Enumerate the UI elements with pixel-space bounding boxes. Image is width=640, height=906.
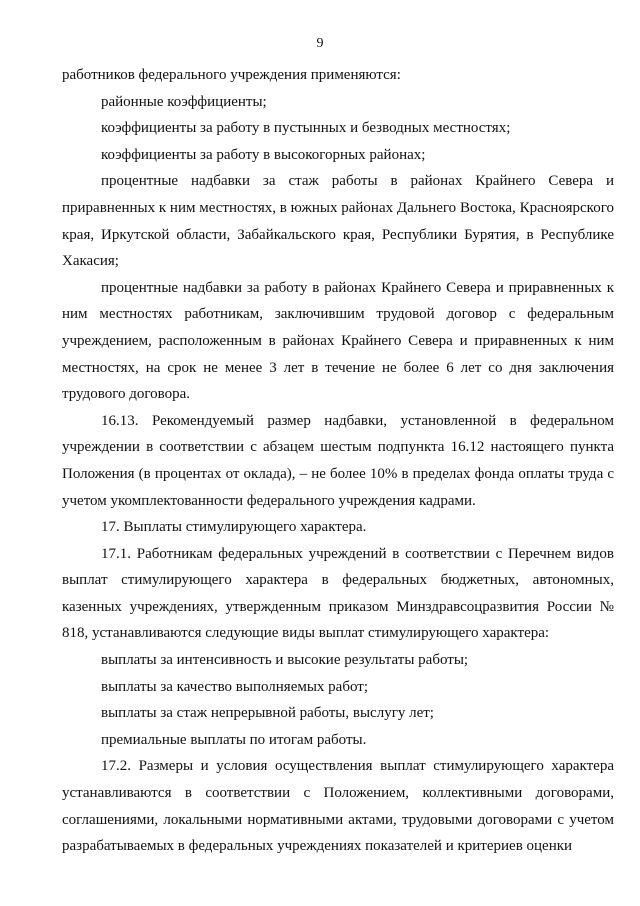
list-item: выплаты за интенсивность и высокие результаты работы; [101,652,469,669]
list-item: премиальные выплаты по итогам работы. [101,731,367,748]
list-item: выплаты за качество выполняемых работ; [101,678,368,695]
paragraph: работников федерального учреждения применяются: [62,67,401,83]
list-item: коэффициенты за работу в высокогорных районах; [101,146,426,163]
list-item: процентные надбавки за стаж работы в районах Крайнего Севера и приравненных к ним местностях, в южных районах Дальнего Востока, Красноярского края, Иркутской области, Забайкальского края, Республики Бурятия, в Республике Хакасия; [62,173,614,270]
document-body [62,62,614,860]
list-item: районные коэффициенты; [101,93,267,110]
section-heading: 17. Выплаты стимулирующего характера. [101,519,367,536]
list-item: процентные надбавки за работу в районах Крайнего Севера и приравненных к ним местностях работникам, заключившим трудовой договор с федеральным учреждением, расположенным в районах Крайнего Севера и приравненных к ним местностях, на срок не менее 3 лет в течение не более 6 лет со дня заключения трудового договора. [62,279,614,403]
paragraph: 16.13. Рекомендуемый размер надбавки, установленной в федеральном учреждении в соответствии с абзацем шестым подпункта 16.12 настоящего пункта Положения (в процентах от оклада), – не более 10% в пределах фонда оплаты труда с учетом укомплектованности федерального учреждения кадрами. [62,412,614,509]
paragraph: 17.2. Размеры и условия осуществления выплат стимулирующего характера устанавливаются в соответствии с Положением, коллективными договорами, соглашениями, локальными нормативными актами, трудовыми договорами с учетом разрабатываемых в федеральных учреждениях показателей и критериев оценки [62,758,614,855]
list-item: коэффициенты за работу в пустынных и безводных местностях; [101,120,511,137]
list-item: выплаты за стаж непрерывной работы, выслугу лет; [101,705,434,722]
paragraph: 17.1. Работникам федеральных учреждений в соответствии с Перечнем видов выплат стимулирующего характера в федеральных бюджетных, автономных, казенных учреждениях, утвержденным приказом Минздравсоцразвития России № 818, устанавливаются следующие виды выплат стимулирующего характера: [62,545,614,642]
page-number: 9 [316,36,324,51]
